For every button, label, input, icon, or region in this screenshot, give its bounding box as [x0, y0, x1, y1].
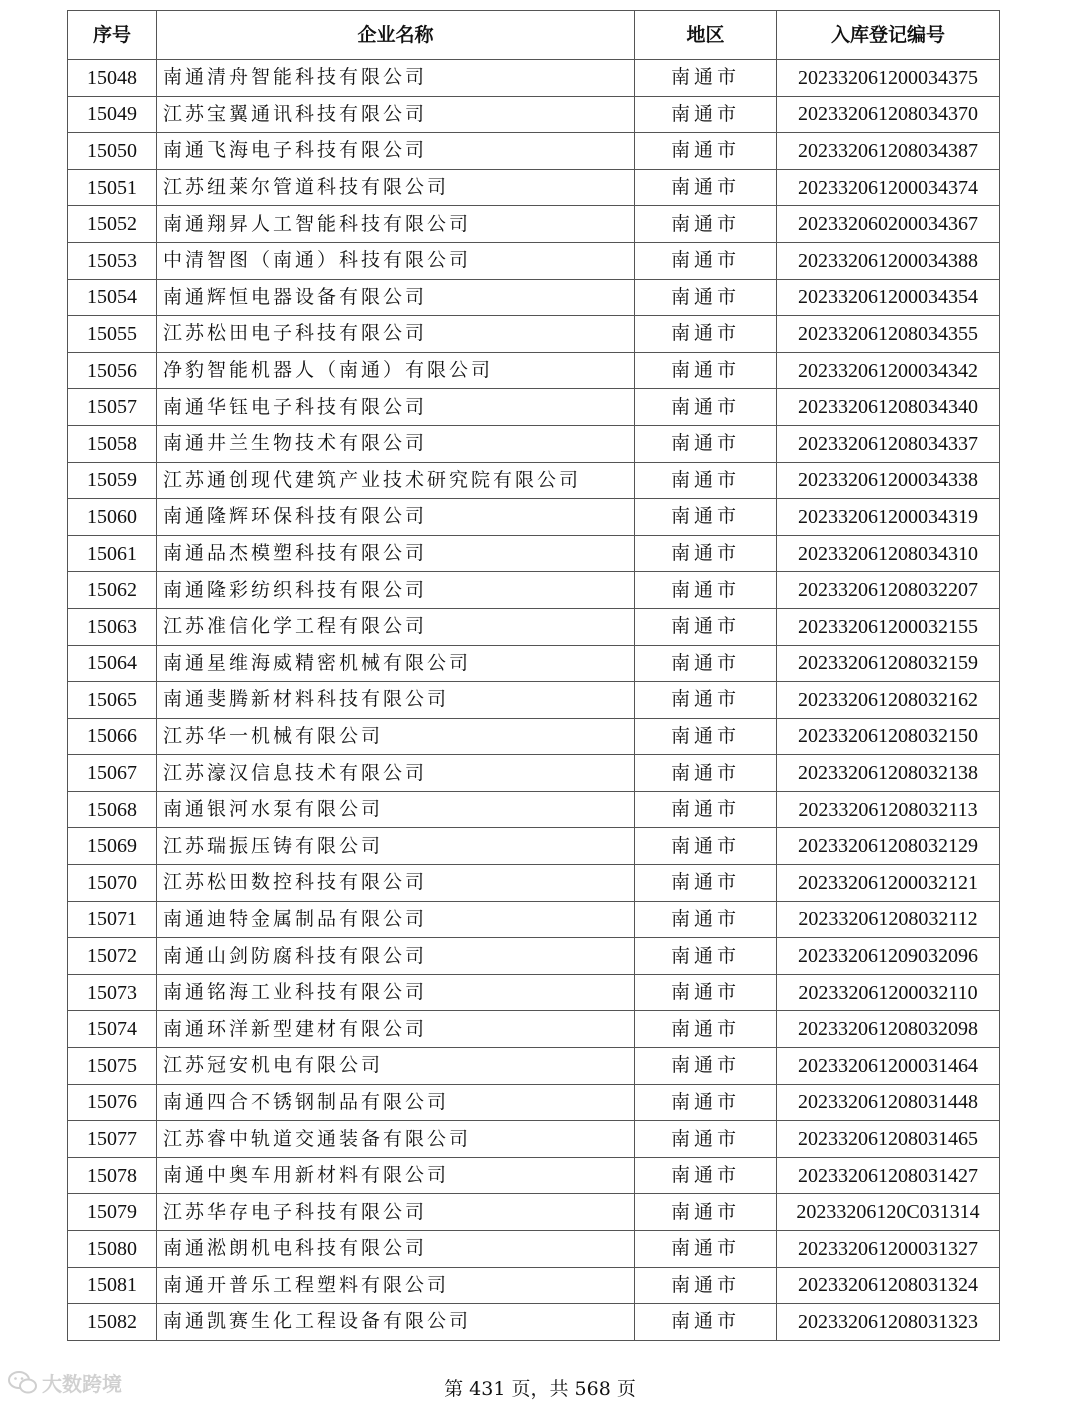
cell-serial-number: 15062 — [68, 572, 157, 609]
cell-company-name: 江苏冠安机电有限公司 — [157, 1048, 635, 1085]
cell-region: 南通市 — [635, 608, 777, 645]
cell-region: 南通市 — [635, 425, 777, 462]
cell-region: 南通市 — [635, 755, 777, 792]
cell-serial-number: 15066 — [68, 718, 157, 755]
cell-region: 南通市 — [635, 938, 777, 975]
cell-registration-code: 202332061200034319 — [777, 499, 1000, 536]
cell-region: 南通市 — [635, 1304, 777, 1341]
cell-region: 南通市 — [635, 499, 777, 536]
cell-region: 南通市 — [635, 974, 777, 1011]
cell-serial-number: 15077 — [68, 1121, 157, 1158]
enterprise-registry-table — [67, 10, 1000, 1341]
cell-region: 南通市 — [635, 828, 777, 865]
cell-company-name: 江苏濠汉信息技术有限公司 — [157, 755, 635, 792]
cell-region: 南通市 — [635, 865, 777, 902]
table-row — [68, 608, 1000, 645]
table-row — [68, 242, 1000, 279]
table-body — [68, 60, 1000, 1341]
cell-serial-number: 15052 — [68, 206, 157, 243]
cell-serial-number: 15076 — [68, 1084, 157, 1121]
header-registration-code: 入库登记编号 — [777, 11, 1000, 60]
cell-company-name: 江苏准信化学工程有限公司 — [157, 608, 635, 645]
cell-region: 南通市 — [635, 645, 777, 682]
table-row — [68, 1267, 1000, 1304]
cell-region: 南通市 — [635, 316, 777, 353]
cell-region: 南通市 — [635, 1157, 777, 1194]
table-row — [68, 133, 1000, 170]
cell-company-name: 南通品杰模塑科技有限公司 — [157, 535, 635, 572]
watermark-text: 大数跨境 — [42, 1372, 122, 1396]
cell-registration-code: 202332061208031324 — [777, 1267, 1000, 1304]
cell-registration-code: 202332061208034370 — [777, 96, 1000, 133]
cell-region: 南通市 — [635, 206, 777, 243]
cell-registration-code: 202332061208032129 — [777, 828, 1000, 865]
cell-region: 南通市 — [635, 462, 777, 499]
cell-registration-code: 20233206120C031314 — [777, 1194, 1000, 1231]
cell-registration-code: 202332061208031448 — [777, 1084, 1000, 1121]
cell-registration-code: 202332061208032150 — [777, 718, 1000, 755]
cell-region: 南通市 — [635, 535, 777, 572]
cell-company-name: 南通淞朗机电科技有限公司 — [157, 1231, 635, 1268]
table-row — [68, 1231, 1000, 1268]
cell-serial-number: 15074 — [68, 1011, 157, 1048]
cell-company-name: 南通山剑防腐科技有限公司 — [157, 938, 635, 975]
cell-company-name: 中清智图（南通）科技有限公司 — [157, 242, 635, 279]
table-row — [68, 206, 1000, 243]
cell-region: 南通市 — [635, 60, 777, 97]
cell-registration-code: 202332061208031465 — [777, 1121, 1000, 1158]
table-row — [68, 755, 1000, 792]
cell-region: 南通市 — [635, 96, 777, 133]
cell-registration-code: 202332061208032113 — [777, 791, 1000, 828]
cell-region: 南通市 — [635, 718, 777, 755]
table-row — [68, 682, 1000, 719]
table-row — [68, 352, 1000, 389]
cell-registration-code: 202332061208032138 — [777, 755, 1000, 792]
table-row — [68, 1011, 1000, 1048]
cell-serial-number: 15048 — [68, 60, 157, 97]
header-region: 地区 — [635, 11, 777, 60]
cell-company-name: 南通铭海工业科技有限公司 — [157, 974, 635, 1011]
cell-serial-number: 15061 — [68, 535, 157, 572]
cell-company-name: 南通辉恒电器设备有限公司 — [157, 279, 635, 316]
cell-region: 南通市 — [635, 242, 777, 279]
cell-serial-number: 15065 — [68, 682, 157, 719]
table-row — [68, 791, 1000, 828]
cell-company-name: 南通飞海电子科技有限公司 — [157, 133, 635, 170]
cell-region: 南通市 — [635, 1084, 777, 1121]
table-row — [68, 389, 1000, 426]
cell-serial-number: 15056 — [68, 352, 157, 389]
cell-registration-code: 202332061200031464 — [777, 1048, 1000, 1085]
cell-region: 南通市 — [635, 1048, 777, 1085]
cell-company-name: 江苏松田电子科技有限公司 — [157, 316, 635, 353]
cell-registration-code: 202332061200034375 — [777, 60, 1000, 97]
cell-region: 南通市 — [635, 279, 777, 316]
table-row — [68, 1157, 1000, 1194]
cell-region: 南通市 — [635, 901, 777, 938]
cell-registration-code: 202332061208034387 — [777, 133, 1000, 170]
table-row — [68, 60, 1000, 97]
cell-registration-code: 202332061208032207 — [777, 572, 1000, 609]
cell-region: 南通市 — [635, 1267, 777, 1304]
header-serial-number: 序号 — [68, 11, 157, 60]
cell-region: 南通市 — [635, 352, 777, 389]
cell-serial-number: 15070 — [68, 865, 157, 902]
cell-company-name: 南通环洋新型建材有限公司 — [157, 1011, 635, 1048]
cell-company-name: 南通凯赛生化工程设备有限公司 — [157, 1304, 635, 1341]
cell-serial-number: 15050 — [68, 133, 157, 170]
cell-company-name: 江苏华一机械有限公司 — [157, 718, 635, 755]
cell-serial-number: 15082 — [68, 1304, 157, 1341]
cell-region: 南通市 — [635, 682, 777, 719]
cell-company-name: 南通银河水泵有限公司 — [157, 791, 635, 828]
cell-serial-number: 15080 — [68, 1231, 157, 1268]
cell-company-name: 江苏松田数控科技有限公司 — [157, 865, 635, 902]
cell-region: 南通市 — [635, 1121, 777, 1158]
cell-registration-code: 202332060200034367 — [777, 206, 1000, 243]
table-row — [68, 938, 1000, 975]
table-row — [68, 535, 1000, 572]
cell-registration-code: 202332061208032159 — [777, 645, 1000, 682]
cell-registration-code: 202332061200034388 — [777, 242, 1000, 279]
cell-registration-code: 202332061200031327 — [777, 1231, 1000, 1268]
cell-region: 南通市 — [635, 169, 777, 206]
table-row — [68, 316, 1000, 353]
table-row — [68, 572, 1000, 609]
table-row — [68, 1304, 1000, 1341]
cell-company-name: 江苏睿中轨道交通装备有限公司 — [157, 1121, 635, 1158]
table-row — [68, 901, 1000, 938]
table-row — [68, 279, 1000, 316]
cell-registration-code: 202332061209032096 — [777, 938, 1000, 975]
cell-registration-code: 202332061200032110 — [777, 974, 1000, 1011]
cell-registration-code: 202332061200034374 — [777, 169, 1000, 206]
cell-serial-number: 15064 — [68, 645, 157, 682]
cell-company-name: 南通井兰生物技术有限公司 — [157, 425, 635, 462]
cell-registration-code: 202332061200034342 — [777, 352, 1000, 389]
table-row — [68, 865, 1000, 902]
header-company-name: 企业名称 — [157, 11, 635, 60]
cell-company-name: 南通星维海威精密机械有限公司 — [157, 645, 635, 682]
cell-region: 南通市 — [635, 389, 777, 426]
cell-company-name: 南通隆彩纺织科技有限公司 — [157, 572, 635, 609]
cell-company-name: 南通中奥车用新材料有限公司 — [157, 1157, 635, 1194]
cell-serial-number: 15067 — [68, 755, 157, 792]
cell-company-name: 江苏瑞振压铸有限公司 — [157, 828, 635, 865]
cell-company-name: 南通迪特金属制品有限公司 — [157, 901, 635, 938]
cell-registration-code: 202332061208032112 — [777, 901, 1000, 938]
cell-registration-code: 202332061208032098 — [777, 1011, 1000, 1048]
cell-company-name: 南通开普乐工程塑料有限公司 — [157, 1267, 635, 1304]
table-row — [68, 718, 1000, 755]
cell-registration-code: 202332061200032121 — [777, 865, 1000, 902]
cell-registration-code: 202332061208031427 — [777, 1157, 1000, 1194]
cell-company-name: 南通隆辉环保科技有限公司 — [157, 499, 635, 536]
cell-company-name: 南通翔昇人工智能科技有限公司 — [157, 206, 635, 243]
cell-serial-number: 15078 — [68, 1157, 157, 1194]
cell-registration-code: 202332061200032155 — [777, 608, 1000, 645]
cell-serial-number: 15051 — [68, 169, 157, 206]
table-row — [68, 1048, 1000, 1085]
table-row — [68, 169, 1000, 206]
cell-registration-code: 202332061208032162 — [777, 682, 1000, 719]
cell-region: 南通市 — [635, 791, 777, 828]
cell-serial-number: 15049 — [68, 96, 157, 133]
cell-company-name: 净豹智能机器人（南通）有限公司 — [157, 352, 635, 389]
cell-serial-number: 15053 — [68, 242, 157, 279]
cell-region: 南通市 — [635, 1194, 777, 1231]
cell-serial-number: 15072 — [68, 938, 157, 975]
cell-registration-code: 202332061208034337 — [777, 425, 1000, 462]
cell-serial-number: 15055 — [68, 316, 157, 353]
cell-registration-code: 202332061208034340 — [777, 389, 1000, 426]
cell-company-name: 南通华钰电子科技有限公司 — [157, 389, 635, 426]
cell-serial-number: 15054 — [68, 279, 157, 316]
table-header-row — [68, 11, 1000, 60]
table-row — [68, 1084, 1000, 1121]
cell-region: 南通市 — [635, 1011, 777, 1048]
table-row — [68, 96, 1000, 133]
cell-serial-number: 15058 — [68, 425, 157, 462]
cell-company-name: 江苏纽莱尔管道科技有限公司 — [157, 169, 635, 206]
cell-serial-number: 15081 — [68, 1267, 157, 1304]
table-row — [68, 828, 1000, 865]
page-footer: 第 431 页，共 568 页 — [444, 1378, 636, 1400]
cell-company-name: 江苏华存电子科技有限公司 — [157, 1194, 635, 1231]
cell-registration-code: 202332061200034338 — [777, 462, 1000, 499]
cell-serial-number: 15075 — [68, 1048, 157, 1085]
cell-serial-number: 15079 — [68, 1194, 157, 1231]
cell-registration-code: 202332061208034310 — [777, 535, 1000, 572]
cell-serial-number: 15063 — [68, 608, 157, 645]
table-row — [68, 499, 1000, 536]
cell-serial-number: 15059 — [68, 462, 157, 499]
table-row — [68, 462, 1000, 499]
cell-serial-number: 15068 — [68, 791, 157, 828]
cell-company-name: 南通斐腾新材料科技有限公司 — [157, 682, 635, 719]
cell-region: 南通市 — [635, 572, 777, 609]
cell-registration-code: 202332061200034354 — [777, 279, 1000, 316]
cell-serial-number: 15057 — [68, 389, 157, 426]
table-row — [68, 974, 1000, 1011]
cell-serial-number: 15069 — [68, 828, 157, 865]
cell-registration-code: 202332061208034355 — [777, 316, 1000, 353]
cell-company-name: 南通清舟智能科技有限公司 — [157, 60, 635, 97]
cell-region: 南通市 — [635, 1231, 777, 1268]
cell-company-name: 南通四合不锈钢制品有限公司 — [157, 1084, 635, 1121]
cell-company-name: 江苏宝翼通讯科技有限公司 — [157, 96, 635, 133]
table-row — [68, 1194, 1000, 1231]
table-row — [68, 1121, 1000, 1158]
cell-company-name: 江苏通创现代建筑产业技术研究院有限公司 — [157, 462, 635, 499]
cell-serial-number: 15071 — [68, 901, 157, 938]
table-row — [68, 425, 1000, 462]
cell-registration-code: 202332061208031323 — [777, 1304, 1000, 1341]
cell-serial-number: 15060 — [68, 499, 157, 536]
cell-serial-number: 15073 — [68, 974, 157, 1011]
cell-region: 南通市 — [635, 133, 777, 170]
table-row — [68, 645, 1000, 682]
